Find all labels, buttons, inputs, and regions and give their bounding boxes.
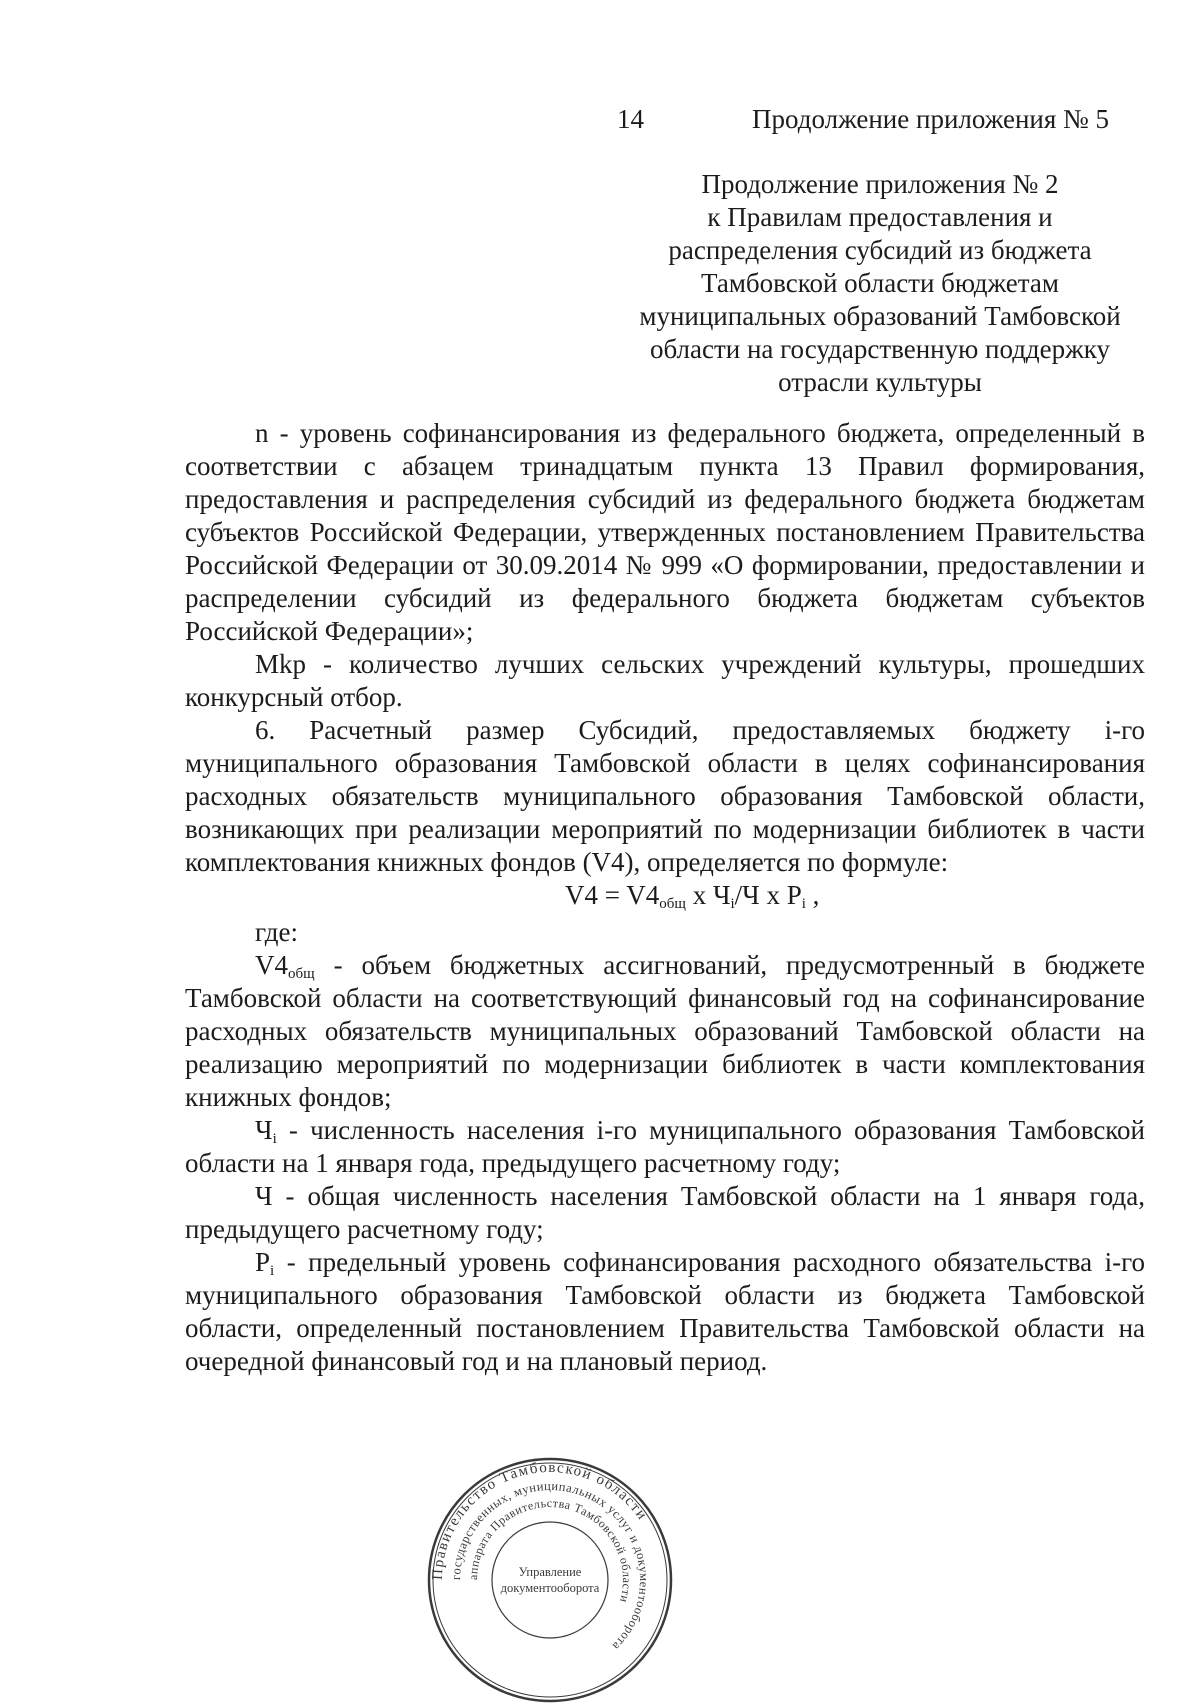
formula-v4: $V4 = V4_{общ}$ x $Ч_i/Ч$ x $P_i$ , — [565, 880, 820, 912]
header-line: муниципальных образований Тамбовской — [639, 301, 1121, 331]
seal-center-line1: Управление — [518, 1565, 582, 1579]
header-line: к Правилам предоставления и — [707, 202, 1053, 232]
header-line: области на государственную поддержку — [649, 334, 1111, 364]
document-body — [185, 417, 1145, 1378]
seal-middle-text: государственных, муниципальных услуг и документооборота — [448, 1478, 652, 1654]
definition-ch: Ч - общая численность населения Тамбовской области на 1 января года, предыдущего расчетному году; — [185, 1181, 1145, 1244]
paragraph-n-definition: n - уровень софинансирования из федерального бюджета, определенный в соответствии с абзацем тринадцатым пункта 13 Правил формирования, предоставления и распределения субсидий из федерального бюджета бюджетам субъектов Российской Федерации, утвержденных постановлением Правительства Российской Федерации от 30.09.2014 № 999 «О формировании, предоставлении и распределении субсидий из федерального бюджета бюджетам субъектов Российской Федерации»; — [185, 418, 1145, 646]
appendix-2-header — [600, 168, 1160, 399]
seal-inner-text: аппарата Правительства Тамбовской области — [465, 1495, 635, 1605]
definition-v4-total: $V4_{общ}$ - объем бюджетных ассигнований, предусмотренный в бюджете Тамбовской области на соответствующий финансовый год на софинансирование расходных обязательств муниципальных образований Тамбовской области на реализацию мероприятий по модернизации библиотек в части комплектования книжных фондов; — [185, 950, 1145, 1112]
definition-chi: $Ч_i$ - численность населения i-го муниципального образования Тамбовской области на 1 января года, предыдущего расчетному году; — [185, 1115, 1145, 1178]
paragraph-item-6: 6. Расчетный размер Субсидий, предоставляемых бюджету i-го муниципального образования Тамбовской области в целях софинансирования расходных обязательств муниципального образования Тамбовской области, возникающих при реализации мероприятий по модернизации библиотек в части комплектования книжных фондов (V4), определяется по формуле: — [185, 715, 1145, 877]
header-line: Продолжение приложения № 2 — [701, 169, 1059, 199]
page-number: 14 — [617, 104, 644, 134]
appendix-5-continuation: Продолжение приложения № 5 — [752, 104, 1110, 134]
header-line: Тамбовской области бюджетам — [701, 268, 1059, 298]
where-label: где: — [255, 917, 298, 947]
official-seal — [425, 1455, 675, 1705]
definition-pi: $P_i$ - предельный уровень софинансирования расходного обязательства i-го муниципального образования Тамбовской области из бюджета Тамбовской области, определенный постановлением Правительства Тамбовской области на очередной финансовый год и на плановый период. — [185, 1247, 1145, 1376]
paragraph-mkr-definition: Мkр - количество лучших сельских учреждений культуры, прошедших конкурсный отбор. — [185, 649, 1145, 712]
seal-outer-text: Правительство Тамбовской области — [429, 1459, 651, 1581]
header-line: распределения субсидий из бюджета — [668, 235, 1092, 265]
seal-center-line2: документооборота — [500, 1581, 600, 1595]
header-line: отрасли культуры — [778, 367, 982, 397]
